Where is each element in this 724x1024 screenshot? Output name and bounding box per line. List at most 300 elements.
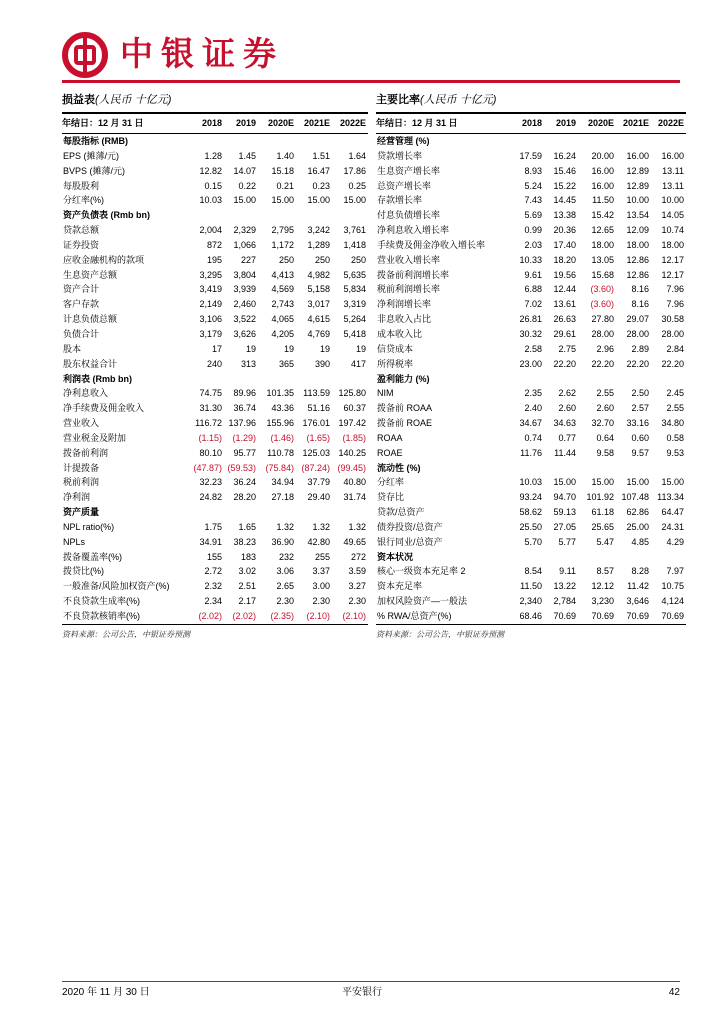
row-label: 营业收入 [63, 418, 100, 429]
year-header: 2018 [190, 114, 224, 134]
row-label: 资本充足率 [377, 581, 423, 592]
value-cell: 2.65 [276, 581, 294, 592]
value-cell: 3,804 [233, 269, 256, 280]
value-cell: 15.68 [591, 269, 614, 280]
table-row [376, 505, 686, 520]
value-cell: 101.35 [266, 388, 294, 399]
value-cell: 2,743 [271, 299, 294, 310]
row-label: 信贷成本 [377, 343, 414, 354]
value-cell: 3,319 [343, 299, 366, 310]
value-cell: (47.87) [193, 462, 222, 473]
value-cell: 2,784 [553, 596, 576, 607]
table-row [376, 535, 686, 550]
income-statement-table [62, 114, 368, 625]
value-cell: 1.32 [312, 521, 330, 532]
value-cell: 2.30 [312, 596, 330, 607]
value-cell: 4,065 [271, 314, 294, 325]
value-cell: 27.18 [271, 492, 294, 503]
value-cell: 4,569 [271, 284, 294, 295]
value-cell: 5,418 [343, 328, 366, 339]
row-label: % RWA/总资产(%) [376, 609, 510, 624]
row-label: 证券投资 [63, 239, 100, 250]
value-cell: 113.34 [657, 492, 684, 503]
value-cell: 272 [350, 551, 366, 562]
value-cell: 34.63 [553, 418, 576, 429]
value-cell: 15.00 [271, 195, 294, 206]
value-cell: 101.92 [586, 492, 614, 503]
table-row [376, 253, 686, 268]
table-row [376, 609, 686, 624]
row-label: 资产合计 [63, 284, 100, 295]
value-cell: 25.00 [626, 521, 649, 532]
value-cell: 17.59 [519, 150, 542, 161]
table-row [376, 164, 686, 179]
row-label: 所得税率 [377, 358, 414, 369]
value-cell: 15.00 [661, 477, 684, 488]
value-cell: 0.99 [524, 225, 542, 236]
section-header-row [62, 208, 368, 223]
value-cell: 22.20 [661, 358, 684, 369]
row-label: 加权风险资产—一般法 [377, 596, 468, 607]
value-cell: 9.11 [559, 566, 576, 577]
value-cell: 2.89 [631, 343, 649, 354]
value-cell: 16.00 [626, 150, 649, 161]
value-cell: 2.30 [348, 596, 366, 607]
table-row [62, 327, 368, 342]
row-label: 股东权益合计 [63, 358, 118, 369]
value-cell: 197.42 [338, 418, 366, 429]
row-label: 股本 [63, 343, 82, 354]
value-cell: 43.36 [271, 403, 294, 414]
value-cell: 113.59 [303, 388, 330, 399]
value-cell: 13.05 [591, 254, 614, 265]
value-cell: 0.25 [348, 180, 366, 191]
value-cell: 9.58 [596, 447, 614, 458]
value-cell: 5,834 [343, 284, 366, 295]
value-cell: 4,124 [661, 596, 684, 607]
value-cell: 15.42 [591, 210, 614, 221]
value-cell: 15.00 [307, 195, 330, 206]
value-cell: 8.16 [631, 299, 649, 310]
section-label: 资本状况 [377, 551, 414, 562]
value-cell: (3.60) [590, 284, 614, 295]
row-label: 净手续费及佣金收入 [63, 403, 145, 414]
value-cell: 4,982 [307, 269, 330, 280]
value-cell: 14.07 [233, 165, 256, 176]
table-row [62, 490, 368, 505]
table-row [376, 297, 686, 312]
value-cell: 61.18 [591, 507, 614, 518]
value-cell: 0.21 [276, 180, 294, 191]
value-cell: (59.53) [227, 462, 256, 473]
value-cell: 94.70 [553, 492, 576, 503]
value-cell: 18.20 [553, 254, 576, 265]
value-cell: 12.82 [199, 165, 222, 176]
table-row [62, 535, 368, 550]
row-label: 手续费及佣金净收入增长率 [377, 239, 486, 250]
value-cell: (2.35) [258, 609, 296, 624]
value-cell: 80.10 [199, 447, 222, 458]
table-row [62, 579, 368, 594]
table-header-row [376, 114, 686, 134]
table-row [62, 461, 368, 476]
value-cell: 5.70 [524, 536, 542, 547]
value-cell: 40.80 [343, 477, 366, 488]
value-cell: 16.24 [553, 150, 576, 161]
value-cell: 13.54 [626, 210, 649, 221]
table-row [62, 297, 368, 312]
table-row [62, 564, 368, 579]
value-cell: 0.22 [238, 180, 256, 191]
value-cell: 20.00 [591, 150, 614, 161]
value-cell: 17 [211, 343, 222, 354]
table-row [376, 579, 686, 594]
value-cell: 25.65 [591, 521, 614, 532]
row-label: 拨备前利润增长率 [377, 269, 450, 280]
value-cell: 25.50 [519, 521, 542, 532]
table-row [62, 164, 368, 179]
value-cell: 29.61 [553, 328, 576, 339]
section-header-row [376, 372, 686, 387]
row-label: 净利润增长率 [377, 299, 432, 310]
value-cell: 64.47 [661, 507, 684, 518]
row-label: 计提拨备 [63, 462, 100, 473]
table-row [62, 475, 368, 490]
value-cell: (1.29) [232, 432, 256, 443]
value-cell: 4,615 [307, 314, 330, 325]
table-row [376, 446, 686, 461]
value-cell: (2.02) [224, 609, 258, 624]
row-label: 每股股利 [63, 180, 100, 191]
value-cell: 18.00 [626, 239, 649, 250]
value-cell: 2.58 [524, 343, 542, 354]
row-label: NIM [377, 388, 394, 399]
value-cell: 34.80 [661, 418, 684, 429]
value-cell: 30.58 [661, 314, 684, 325]
table-row [376, 401, 686, 416]
source-note: 资料来源：公司公告，中银证券预测 [62, 629, 190, 639]
value-cell: 93.24 [519, 492, 542, 503]
table-row [376, 282, 686, 297]
value-cell: 14.05 [661, 210, 684, 221]
table-row [376, 342, 686, 357]
value-cell: 12.86 [626, 269, 649, 280]
table-row [62, 282, 368, 297]
table-row [62, 609, 368, 624]
table-row [62, 342, 368, 357]
value-cell: 125.03 [302, 447, 330, 458]
value-cell: 1.75 [204, 521, 222, 532]
value-cell: 5,635 [343, 269, 366, 280]
value-cell: 1.40 [276, 150, 294, 161]
value-cell: 34.91 [199, 536, 222, 547]
value-cell: 10.00 [661, 195, 684, 206]
value-cell: 26.81 [519, 314, 542, 325]
income-statement-title [62, 90, 368, 110]
value-cell: 3.59 [348, 566, 366, 577]
value-cell: 2.32 [204, 581, 222, 592]
value-cell: 12.09 [626, 225, 649, 236]
table-row [376, 193, 686, 208]
value-cell: 3,242 [307, 225, 330, 236]
row-label: EPS (摊薄/元) [63, 150, 120, 161]
value-cell: 4.29 [666, 536, 684, 547]
value-cell: 1,172 [271, 239, 294, 250]
value-cell: 36.74 [233, 403, 256, 414]
value-cell: 89.96 [233, 388, 256, 399]
value-cell: 28.20 [233, 492, 256, 503]
row-label: 成本收入比 [377, 328, 423, 339]
report-header [62, 26, 678, 82]
table-row [376, 594, 686, 609]
value-cell: 18.00 [591, 239, 614, 250]
year-header: 2020E [578, 114, 616, 134]
value-cell: 232 [278, 551, 294, 562]
value-cell: 8.16 [631, 284, 649, 295]
value-cell: 68.46 [510, 609, 544, 624]
value-cell: 5.47 [596, 536, 614, 547]
value-cell: 28.00 [661, 328, 684, 339]
key-ratios-title-unit: (人民币 十亿元) [420, 94, 497, 106]
value-cell: 31.74 [343, 492, 366, 503]
value-cell: 59.13 [553, 507, 576, 518]
value-cell: 2,795 [271, 225, 294, 236]
value-cell: 250 [278, 254, 294, 265]
value-cell: 15.00 [233, 195, 256, 206]
value-cell: 24.31 [661, 521, 684, 532]
value-cell: 0.74 [524, 432, 542, 443]
value-cell: 3,179 [199, 328, 222, 339]
value-cell: 5,158 [307, 284, 330, 295]
value-cell: 1.28 [204, 150, 222, 161]
row-label: 分红率(%) [63, 195, 104, 206]
row-label: 存款增长率 [377, 195, 423, 206]
brand-name: 中银证券 [120, 34, 284, 73]
value-cell: 0.23 [312, 180, 330, 191]
value-cell: 17.86 [343, 165, 366, 176]
value-cell: 9.57 [631, 447, 649, 458]
value-cell: 13.38 [553, 210, 576, 221]
value-cell: 4,413 [271, 269, 294, 280]
table-row [62, 594, 368, 609]
table-row [376, 208, 686, 223]
row-label: 生息资产增长率 [377, 165, 441, 176]
table-row [376, 416, 686, 431]
value-cell: 13.11 [662, 180, 684, 191]
value-cell: 32.70 [591, 418, 614, 429]
value-cell: 2.60 [558, 403, 576, 414]
value-cell: 70.69 [651, 609, 686, 624]
section-header-row [62, 372, 368, 387]
value-cell: 2.51 [238, 581, 256, 592]
value-cell: (99.45) [337, 462, 366, 473]
row-label: 净利润 [63, 492, 91, 503]
value-cell: 1.64 [348, 150, 366, 161]
table-header-row [62, 114, 368, 134]
value-cell: 7.96 [666, 299, 684, 310]
row-label: 贷款增长率 [377, 150, 423, 161]
value-cell: 125.80 [338, 388, 366, 399]
value-cell: 42.80 [307, 536, 330, 547]
section-label: 利润表 (Rmb bn) [63, 373, 132, 384]
value-cell: 34.67 [519, 418, 542, 429]
value-cell: 195 [206, 254, 222, 265]
table-row [62, 312, 368, 327]
table-row [376, 312, 686, 327]
value-cell: 3,017 [307, 299, 330, 310]
value-cell: 30.32 [519, 328, 542, 339]
value-cell: 0.15 [204, 180, 222, 191]
section-label: 每股指标 (RMB) [63, 136, 128, 146]
value-cell: 32.23 [199, 477, 222, 488]
year-header: 2019 [224, 114, 258, 134]
source-note: 资料来源：公司公告，中银证券预测 [376, 629, 504, 639]
row-label: 拨备前利润 [63, 447, 109, 458]
value-cell: 2.96 [596, 343, 614, 354]
value-cell: 24.82 [199, 492, 222, 503]
row-label: 付息负债增长率 [377, 210, 441, 221]
value-cell: 70.69 [616, 609, 651, 624]
value-cell: 872 [206, 239, 222, 250]
value-cell: 2.84 [666, 343, 684, 354]
value-cell: 15.00 [553, 477, 576, 488]
value-cell: 37.79 [307, 477, 330, 488]
row-label: 拨贷比(%) [63, 566, 104, 577]
table-row [376, 357, 686, 372]
value-cell: 1.65 [238, 521, 256, 532]
table-row [62, 446, 368, 461]
footer-date: 2020 年 11 月 30 日 [62, 987, 150, 998]
value-cell: 13.11 [662, 165, 684, 176]
value-cell: 70.69 [578, 609, 616, 624]
value-cell: 2.40 [524, 403, 542, 414]
income-statement-title-bold: 损益表 [62, 94, 95, 106]
value-cell: 19 [283, 343, 294, 354]
value-cell: 2,329 [233, 225, 256, 236]
value-cell: 15.46 [553, 165, 576, 176]
value-cell: 11.50 [520, 581, 542, 592]
table-row [62, 253, 368, 268]
value-cell: (2.10) [332, 609, 368, 624]
table-row [62, 357, 368, 372]
key-ratios-title-bold: 主要比率 [376, 94, 420, 106]
table-row [62, 416, 368, 431]
value-cell: 16.00 [591, 180, 614, 191]
row-label: 负债合计 [63, 328, 100, 339]
value-cell: 8.28 [631, 566, 649, 577]
section-label: 流动性 (%) [377, 462, 421, 473]
value-cell: (87.24) [301, 462, 330, 473]
row-label: 净利息收入 [63, 388, 109, 399]
value-cell: 0.60 [631, 432, 649, 443]
value-cell: 74.75 [199, 388, 222, 399]
value-cell: (1.15) [198, 432, 222, 443]
value-cell: 0.64 [596, 432, 614, 443]
row-label: 税前利润增长率 [377, 284, 441, 295]
value-cell: 60.37 [343, 403, 366, 414]
value-cell: 5.69 [524, 210, 542, 221]
key-ratios-title [376, 90, 686, 110]
footer-company: 平安银行 [342, 987, 382, 998]
section-header-row [376, 134, 686, 149]
value-cell: 155 [206, 551, 222, 562]
value-cell: 16.00 [661, 150, 684, 161]
table-row [62, 401, 368, 416]
value-cell: 22.20 [626, 358, 649, 369]
value-cell: 2.30 [276, 596, 294, 607]
value-cell: 5.77 [558, 536, 576, 547]
value-cell: 0.77 [558, 432, 576, 443]
value-cell: 10.74 [661, 225, 684, 236]
value-cell: 3,522 [233, 314, 256, 325]
value-cell: 36.90 [271, 536, 294, 547]
table-row [62, 223, 368, 238]
row-label: 拨备前 ROAA [377, 403, 433, 414]
value-cell: 12.17 [661, 254, 684, 265]
value-cell: 10.03 [519, 477, 542, 488]
value-cell: 4,769 [307, 328, 330, 339]
table-row [62, 386, 368, 401]
value-cell: 3,646 [626, 596, 649, 607]
value-cell: 16.47 [307, 165, 330, 176]
value-cell: 51.16 [307, 403, 330, 414]
value-cell: 1.51 [312, 150, 330, 161]
value-cell: 12.44 [553, 284, 576, 295]
row-label: 净利息收入增长率 [377, 225, 450, 236]
value-cell: (1.65) [306, 432, 330, 443]
value-cell: 2.55 [596, 388, 614, 399]
value-cell: 2.45 [666, 388, 684, 399]
value-cell: 107.48 [621, 492, 649, 503]
value-cell: 15.00 [343, 195, 366, 206]
table-row [376, 223, 686, 238]
row-label: 一般准备/风险加权资产(%) [63, 581, 170, 592]
table-row [376, 149, 686, 164]
row-label: 拨备覆盖率(%) [63, 551, 122, 562]
income-statement-title-unit: (人民币 十亿元) [95, 94, 172, 106]
value-cell: 2,149 [199, 299, 222, 310]
value-cell: 155.96 [266, 418, 294, 429]
value-cell: 3,295 [199, 269, 222, 280]
table-row [376, 238, 686, 253]
value-cell: 12.12 [591, 581, 614, 592]
value-cell: 19 [245, 343, 256, 354]
row-label: 核心一级资本充足率 2 [377, 566, 466, 577]
value-cell: 4,205 [271, 328, 294, 339]
value-cell: 3,230 [591, 596, 614, 607]
value-cell: 8.57 [596, 566, 614, 577]
value-cell: (3.60) [590, 299, 614, 310]
year-end-label: 年结日：12 月 31 日 [376, 114, 510, 134]
value-cell: 18.00 [661, 239, 684, 250]
year-header: 2022E [332, 114, 368, 134]
value-cell: 1.32 [348, 521, 366, 532]
row-label: 非息收入占比 [377, 314, 432, 325]
year-header: 2021E [296, 114, 332, 134]
row-label: ROAA [377, 432, 403, 443]
table-row [376, 490, 686, 505]
value-cell: 140.25 [338, 447, 366, 458]
value-cell: (75.84) [265, 462, 294, 473]
value-cell: 33.16 [626, 418, 649, 429]
value-cell: 14.45 [553, 195, 576, 206]
page-number: 42 [668, 987, 680, 998]
row-label: 贷存比 [377, 492, 405, 503]
value-cell: 183 [240, 551, 256, 562]
value-cell: 7.02 [524, 299, 542, 310]
value-cell: 95.77 [233, 447, 256, 458]
value-cell: 116.72 [195, 418, 222, 429]
